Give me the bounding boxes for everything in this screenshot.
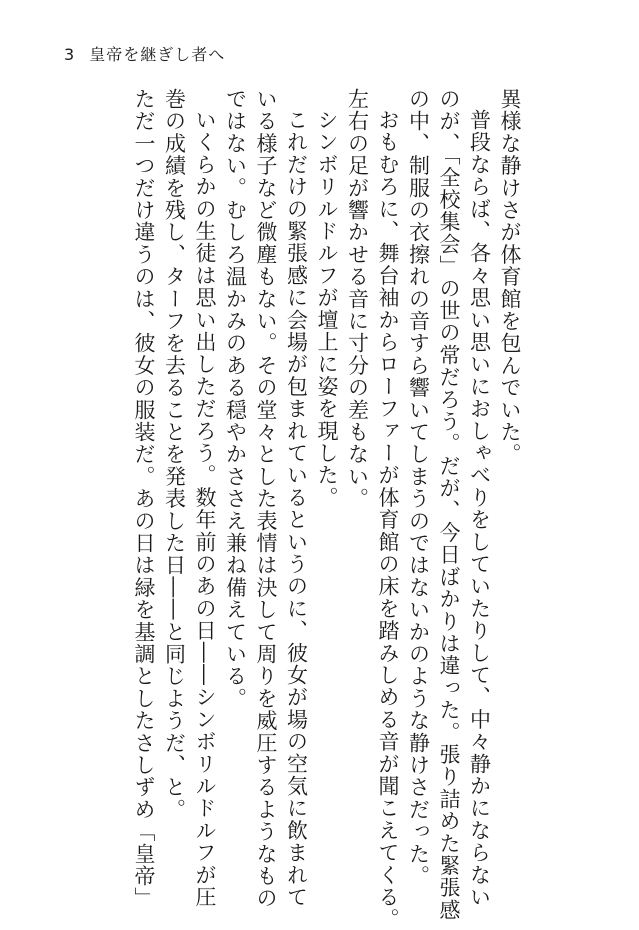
paragraph-line: 巻の成績を残し、ターフを去ることを発表した日――と同じようだ、と。: [162, 88, 187, 821]
page-number: 3: [64, 45, 76, 64]
paragraph-line: いくらかの生徒は思い出しただろう。数年前のあの日――シンボリルドルフが圧: [193, 109, 217, 909]
paragraph-line: シンボリルドルフが壇上に姿を現した。: [315, 109, 339, 509]
paragraph-line: いる様子など微塵もない。その堂々とした表情は決して周りを威圧するようなもの: [254, 88, 278, 910]
paragraph-line: 左右の足が響かせる音に寸分の差もない。: [345, 88, 370, 510]
paragraph-line: ただ一つだけ違うのは、彼女の服装だ。あの日は緑を基調としたさしずめ「皇帝」: [132, 88, 156, 910]
paragraph-line: これだけの緊張感に会場が包まれているというのに、彼女が場の空気に飲まれて: [284, 109, 309, 909]
paragraph-line: 普段ならば、各々思い思いにおしゃべりをしていたりして、中々静かにならない: [467, 109, 492, 909]
paragraph-line: おもむろに、舞台袖からローファーが体育館の床を踏みしめる音が聞こえてくる。: [376, 109, 400, 930]
paragraph-line: のが、「全校集会」の世の常だろう。だが、今日ばかりは違った。張り詰めた緊張感: [437, 88, 461, 922]
chapter-title: 皇帝を継ぎし者へ: [89, 45, 226, 64]
page-header: [64, 42, 225, 65]
body-text: [129, 88, 526, 930]
paragraph-line: ではない。むしろ温かみのある穏やかささえ兼ね備えている。: [223, 88, 248, 710]
paragraph-line: の中、制服の衣擦れの音すら響いてしまうのではないかのような静けさだった。: [406, 88, 431, 888]
paragraph-line: 異様な静けさが体育館を包んでいた。: [498, 88, 522, 466]
